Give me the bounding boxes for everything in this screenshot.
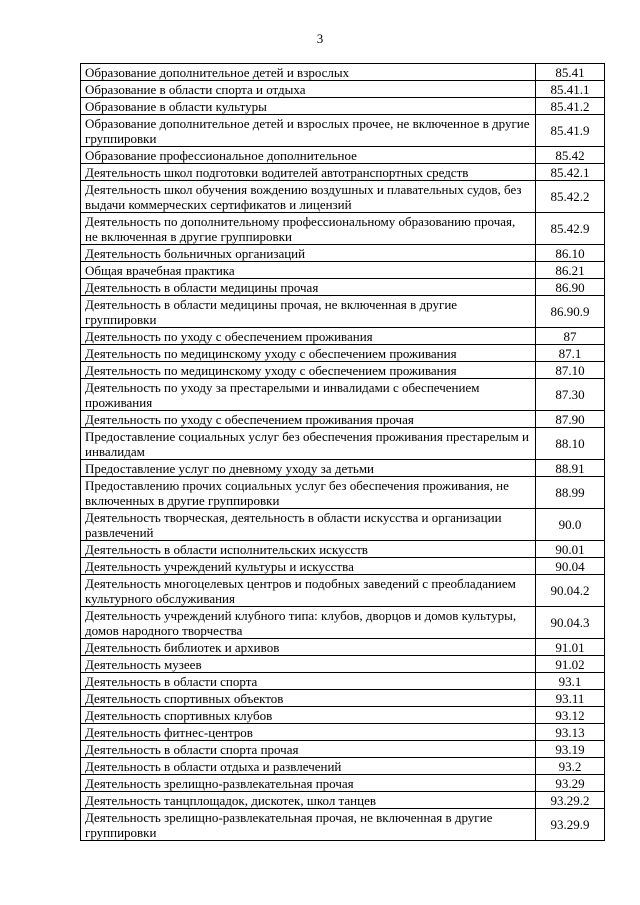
table-row xyxy=(81,328,605,345)
table-row xyxy=(81,690,605,707)
activity-cell: Деятельность зрелищно-развлекательная прочая xyxy=(81,775,536,792)
activity-cell: Деятельность учреждений клубного типа: клубов, дворцов и домов культуры, домов народного творчества xyxy=(81,607,536,639)
code-cell: 90.0 xyxy=(536,509,605,541)
activity-cell: Предоставление услуг по дневному уходу за детьми xyxy=(81,460,536,477)
table-row xyxy=(81,741,605,758)
table-row xyxy=(81,362,605,379)
code-cell: 85.42.1 xyxy=(536,164,605,181)
table-row xyxy=(81,792,605,809)
table-row xyxy=(81,809,605,841)
table-row xyxy=(81,477,605,509)
activity-cell: Деятельность в области медицины прочая xyxy=(81,279,536,296)
table-row xyxy=(81,115,605,147)
page-number: 3 xyxy=(316,31,324,46)
activity-cell: Деятельность спортивных клубов xyxy=(81,707,536,724)
code-cell: 87.10 xyxy=(536,362,605,379)
code-cell: 90.04.3 xyxy=(536,607,605,639)
table-row xyxy=(81,607,605,639)
code-cell: 90.04 xyxy=(536,558,605,575)
table-row xyxy=(81,541,605,558)
activity-cell: Предоставление социальных услуг без обеспечения проживания престарелым и инвалидам xyxy=(81,428,536,460)
code-cell: 86.90.9 xyxy=(536,296,605,328)
table-row xyxy=(81,558,605,575)
table-row xyxy=(81,411,605,428)
activity-cell: Образование дополнительное детей и взрослых xyxy=(81,64,536,81)
table-row xyxy=(81,81,605,98)
code-cell: 91.01 xyxy=(536,639,605,656)
activity-cell: Общая врачебная практика xyxy=(81,262,536,279)
code-cell: 85.41.9 xyxy=(536,115,605,147)
activity-cell: Деятельность по уходу с обеспечением проживания прочая xyxy=(81,411,536,428)
activity-cell: Деятельность библиотек и архивов xyxy=(81,639,536,656)
code-cell: 93.1 xyxy=(536,673,605,690)
activity-cell: Деятельность по уходу с обеспечением проживания xyxy=(81,328,536,345)
code-cell: 93.2 xyxy=(536,758,605,775)
table-row xyxy=(81,775,605,792)
activity-cell: Деятельность музеев xyxy=(81,656,536,673)
activity-cell: Деятельность в области спорта прочая xyxy=(81,741,536,758)
table-row xyxy=(81,181,605,213)
table-row xyxy=(81,639,605,656)
activity-cell: Деятельность многоцелевых центров и подобных заведений с преобладанием культурного обслуживания xyxy=(81,575,536,607)
activity-cell: Деятельность по дополнительному профессиональному образованию прочая, не включенная в другие группировки xyxy=(81,213,536,245)
activity-cell: Деятельность спортивных объектов xyxy=(81,690,536,707)
activity-cell: Деятельность в области спорта xyxy=(81,673,536,690)
activity-cell: Деятельность танцплощадок, дискотек, школ танцев xyxy=(81,792,536,809)
activity-cell: Деятельность по медицинскому уходу с обеспечением проживания xyxy=(81,362,536,379)
activity-cell: Образование в области культуры xyxy=(81,98,536,115)
code-cell: 86.10 xyxy=(536,245,605,262)
code-cell: 93.19 xyxy=(536,741,605,758)
activity-cell: Образование в области спорта и отдыха xyxy=(81,81,536,98)
activity-cell: Деятельность школ подготовки водителей автотранспортных средств xyxy=(81,164,536,181)
table-row xyxy=(81,428,605,460)
table-row xyxy=(81,707,605,724)
code-cell: 86.21 xyxy=(536,262,605,279)
code-cell: 90.01 xyxy=(536,541,605,558)
table-row xyxy=(81,164,605,181)
table-row xyxy=(81,213,605,245)
code-cell: 88.10 xyxy=(536,428,605,460)
activity-cell: Деятельность творческая, деятельность в области искусства и организации развлечений xyxy=(81,509,536,541)
code-cell: 87.1 xyxy=(536,345,605,362)
code-cell: 86.90 xyxy=(536,279,605,296)
code-cell: 88.99 xyxy=(536,477,605,509)
activity-cell: Деятельность в области отдыха и развлечений xyxy=(81,758,536,775)
code-cell: 85.41 xyxy=(536,64,605,81)
activity-cell: Деятельность в области исполнительских искусств xyxy=(81,541,536,558)
activity-cell: Деятельность по медицинскому уходу с обеспечением проживания xyxy=(81,345,536,362)
code-cell: 85.41.1 xyxy=(536,81,605,98)
activity-cell: Образование профессиональное дополнительное xyxy=(81,147,536,164)
table-row xyxy=(81,758,605,775)
code-cell: 93.29 xyxy=(536,775,605,792)
code-cell: 93.11 xyxy=(536,690,605,707)
activity-cell: Деятельность больничных организаций xyxy=(81,245,536,262)
activity-cell: Деятельность школ обучения вождению воздушных и плавательных судов, без выдачи коммерческих сертификатов и лицензий xyxy=(81,181,536,213)
table-row xyxy=(81,245,605,262)
activity-cell: Деятельность зрелищно-развлекательная прочая, не включенная в другие группировки xyxy=(81,809,536,841)
table-row xyxy=(81,64,605,81)
table-row xyxy=(81,279,605,296)
table-row xyxy=(81,345,605,362)
code-cell: 91.02 xyxy=(536,656,605,673)
code-cell: 87.90 xyxy=(536,411,605,428)
code-cell: 88.91 xyxy=(536,460,605,477)
table-row xyxy=(81,98,605,115)
code-cell: 87 xyxy=(536,328,605,345)
activity-cell: Деятельность по уходу за престарелыми и инвалидами с обеспечением проживания xyxy=(81,379,536,411)
activity-cell: Деятельность в области медицины прочая, не включенная в другие группировки xyxy=(81,296,536,328)
code-cell: 90.04.2 xyxy=(536,575,605,607)
activity-cell: Образование дополнительное детей и взрослых прочее, не включенное в другие группировки xyxy=(81,115,536,147)
table-row xyxy=(81,460,605,477)
table-row xyxy=(81,673,605,690)
code-cell: 93.29.2 xyxy=(536,792,605,809)
table-row xyxy=(81,262,605,279)
code-cell: 93.13 xyxy=(536,724,605,741)
table-row xyxy=(81,509,605,541)
code-cell: 93.12 xyxy=(536,707,605,724)
activity-cell: Деятельность учреждений культуры и искусства xyxy=(81,558,536,575)
table-body xyxy=(81,64,605,841)
code-cell: 93.29.9 xyxy=(536,809,605,841)
table-row xyxy=(81,656,605,673)
code-cell: 87.30 xyxy=(536,379,605,411)
code-cell: 85.42 xyxy=(536,147,605,164)
table-row xyxy=(81,296,605,328)
code-cell: 85.41.2 xyxy=(536,98,605,115)
activity-cell: Предоставлению прочих социальных услуг без обеспечения проживания, не включенных в другие группировки xyxy=(81,477,536,509)
table-row xyxy=(81,379,605,411)
code-cell: 85.42.9 xyxy=(536,213,605,245)
table-row xyxy=(81,724,605,741)
table-row xyxy=(81,147,605,164)
activity-cell: Деятельность фитнес-центров xyxy=(81,724,536,741)
activity-codes-table xyxy=(80,63,605,841)
table-row xyxy=(81,575,605,607)
code-cell: 85.42.2 xyxy=(536,181,605,213)
